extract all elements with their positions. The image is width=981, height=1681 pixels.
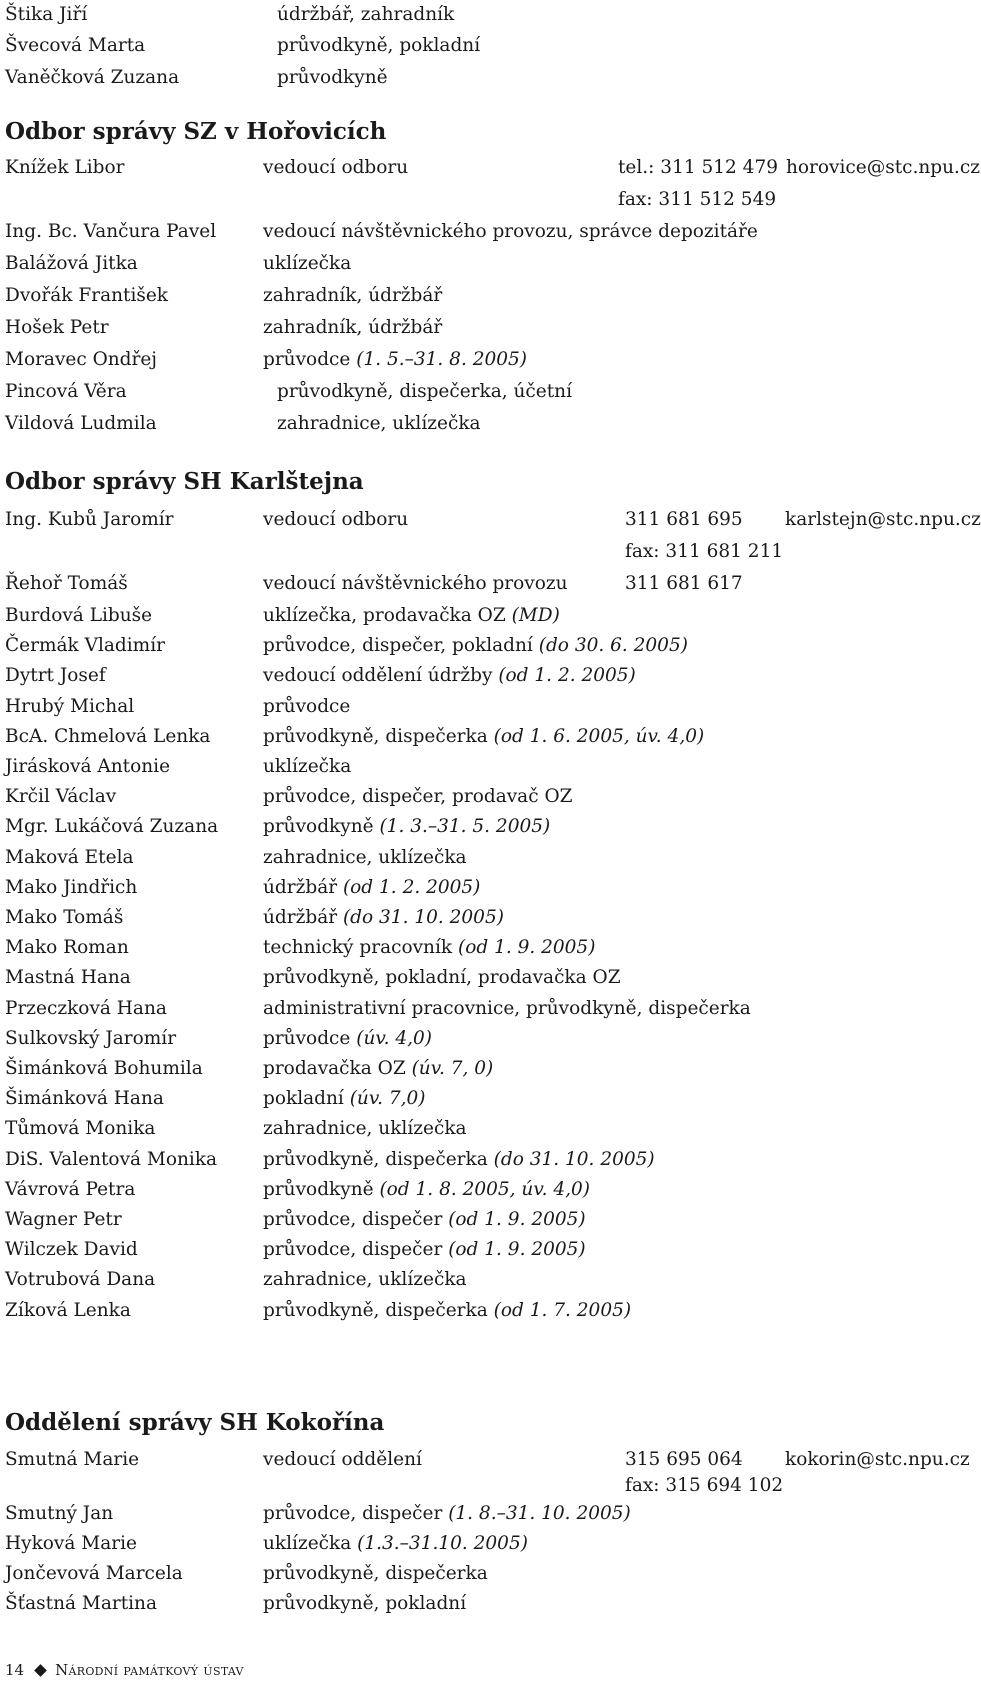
list-item [5,1297,960,1325]
list-item [5,1055,960,1083]
fax-number: fax: 311 512 549 [618,189,777,210]
person-role: administrativní pracovnice, průvodkyně, dispečerka [263,997,751,1019]
list-item [5,662,960,690]
list-item [5,1025,960,1053]
person-role: údržbář (od 1. 2. 2005) [263,876,481,898]
fax-row [5,186,960,214]
fax-row [5,538,960,566]
list-item [5,1560,960,1588]
person-role: vedoucí odboru [263,157,409,178]
person-role: zahradník, údržbář [263,285,443,306]
list-item [5,995,960,1023]
list-item [5,934,960,962]
person-name: Štika Jiří [5,4,88,25]
section-head-row [5,154,981,182]
person-name: BcA. Chmelová Lenka [5,725,211,747]
list-item [5,783,960,811]
list-item [5,1266,960,1294]
person-role: průvodkyně, dispečerka, účetní [277,381,573,402]
person-name: Smutný Jan [5,1503,114,1524]
person-role: uklízečka (1.3.–31.10. 2005) [263,1533,528,1554]
page-footer [5,1660,244,1680]
list-item [5,753,960,781]
person-name: Tůmová Monika [5,1118,156,1140]
person-role: průvodce, dispečer, prodavač OZ [263,786,573,808]
list-item [5,378,960,406]
person-name: Švecová Marta [5,35,146,56]
person-role: průvodkyně, pokladní, prodavačka OZ [263,967,621,989]
email-link[interactable]: kokorin@stc.npu.cz [785,1449,970,1470]
person-name: Przeczková Hana [5,997,167,1019]
person-name: Mako Roman [5,937,129,959]
person-name: DiS. Valentová Monika [5,1148,218,1170]
section-heading-horovice: Odbor správy SZ v Hořovicích [5,118,387,145]
list-item [5,1236,960,1264]
person-name: Šťastná Martina [5,1593,158,1614]
person-role: vedoucí oddělení údržby (od 1. 2. 2005) [263,665,636,687]
phone-number: 311 681 695 [625,509,743,530]
employment-note: (od 1. 2. 2005) [498,665,636,687]
person-name: Burdová Libuše [5,605,153,626]
employment-note: (úv. 4,0) [356,1027,433,1049]
person-role: průvodce (úv. 4,0) [263,1027,433,1049]
person-role: průvodkyně, dispečerka (od 1. 6. 2005, úv. 4,0) [263,725,705,747]
employment-note: (od 1. 7. 2005) [493,1299,632,1321]
person-role: vedoucí návštěvnického provozu [263,573,568,594]
person-name: Moravec Ondřej [5,349,158,370]
employment-note: (MD) [511,605,560,626]
list-item [5,1,960,29]
person-role: pokladní (úv. 7,0) [263,1088,426,1110]
person-name: Mako Tomáš [5,907,124,928]
person-name: Dytrt Josef [5,665,106,687]
deputy-row [5,570,960,598]
person-role: vedoucí návštěvnického provozu, správce depozitáře [263,221,758,242]
fax-number: fax: 311 681 211 [625,541,784,562]
person-role: průvodkyně, pokladní [277,35,481,56]
list-item [5,844,960,872]
person-name: Mgr. Lukáčová Zuzana [5,816,219,838]
person-name: Jirásková Antonie [5,756,171,777]
list-item [5,250,960,278]
employment-note: (od 1. 6. 2005, úv. 4,0) [493,725,705,747]
person-name: Sulkovský Jaromír [5,1027,177,1049]
person-role: vedoucí oddělení [263,1449,422,1470]
person-role: zahradnice, uklízečka [263,846,467,868]
list-item [5,1500,960,1528]
list-item [5,632,960,660]
phone-number: 311 681 617 [625,573,743,594]
employment-note: (do 30. 6. 2005) [538,635,688,657]
person-role: průvodce, dispečer (od 1. 9. 2005) [263,1209,586,1230]
person-name: Zíková Lenka [5,1299,131,1321]
person-name: Dvořák František [5,285,169,306]
person-name: Šimánková Bohumila [5,1058,203,1079]
person-name: Votrubová Dana [5,1269,156,1291]
employment-note: (úv. 7,0) [349,1088,426,1110]
page-number: 14 [5,1661,25,1679]
list-item [5,314,960,342]
list-item [5,1085,960,1113]
person-role: uklízečka, prodavačka OZ (MD) [263,605,560,626]
person-role: průvodce, dispečer (1. 8.–31. 10. 2005) [263,1503,631,1524]
person-name: Řehoř Tomáš [5,573,128,594]
list-item [5,813,960,841]
employment-note: (od 1. 2. 2005) [342,876,481,898]
person-role: zahradnice, uklízečka [263,1118,467,1140]
list-item [5,282,960,310]
person-role: průvodkyně (1. 3.–31. 5. 2005) [263,816,551,838]
person-name: Pincová Věra [5,381,127,402]
list-item [5,602,960,630]
section-head-row [5,506,981,534]
person-role: průvodkyně, dispečerka (do 31. 10. 2005) [263,1148,655,1170]
person-role: technický pracovník (od 1. 9. 2005) [263,937,596,959]
person-role: průvodkyně, dispečerka [263,1563,488,1584]
list-item [5,964,960,992]
person-role: údržbář (do 31. 10. 2005) [263,907,504,928]
person-name: Hyková Marie [5,1533,137,1554]
person-name: Ing. Bc. Vančura Pavel [5,221,217,242]
person-name: Wilczek David [5,1239,138,1261]
employment-note: (od 1. 9. 2005) [448,1209,586,1230]
person-name: Vaněčková Zuzana [5,67,180,88]
employment-note: (od 1. 9. 2005) [457,937,596,959]
person-role: průvodkyně, pokladní [263,1593,467,1614]
fax-number: fax: 315 694 102 [625,1475,784,1496]
person-name: Knížek Libor [5,157,125,178]
person-role: průvodce, dispečer (od 1. 9. 2005) [263,1239,586,1261]
phone-number: tel.: 311 512 479 [618,157,778,178]
person-name: Mastná Hana [5,967,131,989]
person-role: průvodce (1. 5.–31. 8. 2005) [263,349,528,370]
person-name: Jončevová Marcela [5,1563,183,1584]
list-item [5,1590,960,1618]
person-name: Vildová Ludmila [5,413,157,434]
diamond-icon [34,1664,47,1677]
person-role: zahradnice, uklízečka [277,413,481,434]
list-item [5,218,960,246]
person-role: zahradník, údržbář [263,317,443,338]
list-item [5,346,960,374]
fax-row [5,1472,960,1500]
list-item [5,723,960,751]
email-link[interactable]: horovice@stc.npu.cz [786,157,981,178]
section-heading-kokorin: Oddělení správy SH Kokořína [5,1409,385,1436]
person-name: Ing. Kubů Jaromír [5,509,174,530]
person-role: údržbář, zahradník [277,4,455,25]
person-name: Maková Etela [5,846,134,868]
section-head-row [5,1446,970,1474]
employment-note: (od 1. 8. 2005, úv. 4,0) [379,1178,591,1200]
list-item [5,64,960,92]
organization-name: Národní památkový ústav [55,1661,244,1679]
person-name: Krčil Václav [5,786,117,808]
employment-note: (1. 3.–31. 5. 2005) [379,816,551,838]
phone-number: 315 695 064 [625,1449,743,1470]
employment-note: (do 31. 10. 2005) [493,1148,655,1170]
email-link[interactable]: karlstejn@stc.npu.cz [785,509,981,530]
person-name: Hošek Petr [5,317,109,338]
employment-note: (úv. 7, 0) [411,1058,494,1079]
employment-note: (1. 5.–31. 8. 2005) [356,349,528,370]
list-item [5,904,960,932]
person-role: uklízečka [263,756,352,777]
list-item [5,874,960,902]
person-role: prodavačka OZ (úv. 7, 0) [263,1058,494,1079]
list-item [5,32,960,60]
list-item [5,410,960,438]
person-role: průvodkyně, dispečerka (od 1. 7. 2005) [263,1299,632,1321]
person-role: vedoucí odboru [263,509,409,530]
employment-note: (do 31. 10. 2005) [342,907,504,928]
person-role: průvodce [263,695,351,717]
person-name: Šimánková Hana [5,1088,164,1110]
person-name: Hrubý Michal [5,695,135,717]
list-item [5,1176,960,1204]
person-name: Čermák Vladimír [5,635,165,657]
person-name: Smutná Marie [5,1449,140,1470]
person-name: Balážová Jitka [5,253,138,274]
person-role: uklízečka [263,253,352,274]
person-name: Mako Jindřich [5,876,138,898]
person-role: průvodkyně (od 1. 8. 2005, úv. 4,0) [263,1178,591,1200]
person-role: průvodkyně [277,67,388,88]
employment-note: (1.3.–31.10. 2005) [357,1533,528,1554]
employment-note: (od 1. 9. 2005) [448,1239,586,1261]
list-item [5,1146,960,1174]
employment-note: (1. 8.–31. 10. 2005) [448,1503,631,1524]
list-item [5,1530,960,1558]
person-role: průvodce, dispečer, pokladní (do 30. 6. 2005) [263,635,688,657]
section-heading-karlstejn: Odbor správy SH Karlštejna [5,468,364,495]
person-name: Vávrová Petra [5,1178,136,1200]
person-name: Wagner Petr [5,1209,122,1230]
list-item [5,1115,960,1143]
list-item [5,693,960,721]
person-role: zahradnice, uklízečka [263,1269,467,1291]
list-item [5,1206,960,1234]
